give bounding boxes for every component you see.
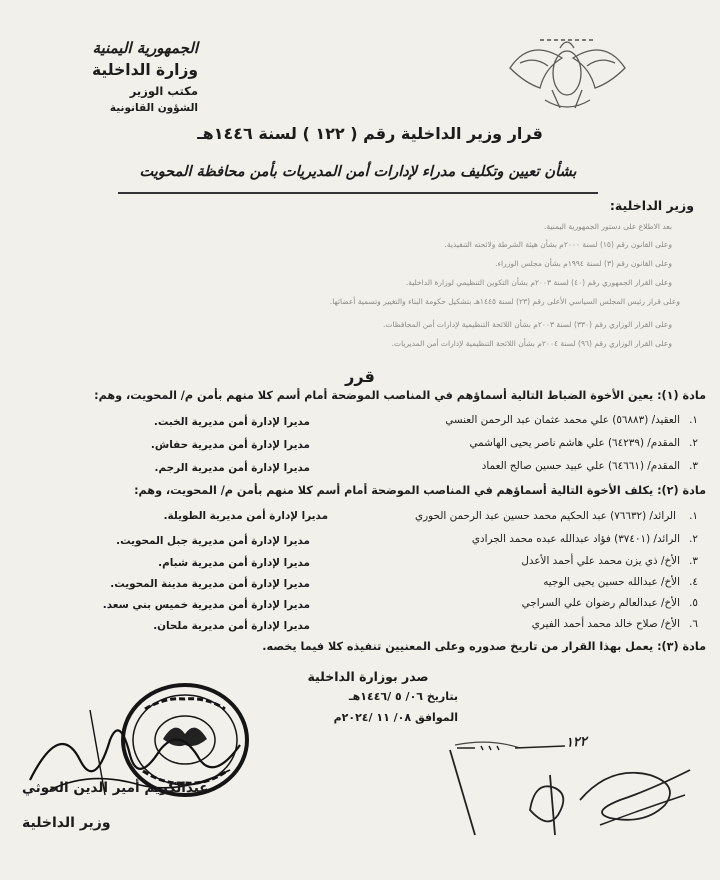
subtitle-underline <box>118 192 598 194</box>
eagle-emblem-icon <box>500 28 635 118</box>
appointee-position: مديرا لإدارة أمن مديرية حفاش. <box>150 439 310 451</box>
appointee-position: مديرا لإدارة أمن مديرية الرجم. <box>154 462 310 474</box>
signatory-name: عبدالكريم أمير الدين الحوثي <box>22 780 209 796</box>
article-1-heading: مادة (١): يعين الأخوة الضباط التالية أسماؤهم في المناصب الموضحة أمام أسم كلا منهم بأمن م/ المحويت، وهم: <box>94 389 706 402</box>
item-number: ٤. <box>689 576 698 588</box>
item-number: ٣. <box>689 460 698 472</box>
margin-note: ١٢٢ <box>565 734 588 751</box>
item-number: ١. <box>689 510 698 522</box>
item-number: ٦. <box>689 618 698 630</box>
appointee-position: مديرا لإدارة أمن مديرية خميس بني سعد. <box>102 599 310 611</box>
appointee-position: مديرا لإدارة أمن مديرية شبام. <box>158 557 310 569</box>
date-gregorian: الموافق ٠٨/ ١١ /٢٠٢٤م <box>333 711 458 724</box>
appointee-name: المقدم/ (٦٤٦٦١) علي عبيد حسين صالح العماد <box>481 460 680 472</box>
appointee-position: مديرا لإدارة أمن مديرية مدينة المحويت. <box>110 578 310 590</box>
reference-line: وعلى القرار الجمهوري رقم (٤٠) لسنة ٢٠٠٣م بشأن التكوين التنظيمي لوزارة الداخلية. <box>405 278 672 287</box>
initials-signature-icon <box>430 740 710 860</box>
minister-label: وزير الداخلية: <box>609 198 694 213</box>
article-2-heading: مادة (٢): يكلف الأخوة التالية أسماؤهم في المناصب الموضحة أمام أسم كلا منهم بأمن م/ المحويت، وهم: <box>134 484 706 497</box>
date-hijri: بتاريخ ٠٦/ ٥ /١٤٤٦هـ <box>348 690 458 703</box>
item-number: ٥. <box>689 597 698 609</box>
org-country: الجمهورية اليمنية <box>92 39 198 57</box>
appointee-position: مديرا لإدارة أمن مديرية جبل المحويت. <box>116 535 310 547</box>
reference-line: بعد الاطلاع على دستور الجمهورية اليمنية. <box>544 222 672 231</box>
org-department: الشؤون القانونية <box>109 102 198 114</box>
signatory-title: وزير الداخلية <box>22 815 111 831</box>
decree-title: قرار وزير الداخلية رقم ( ١٢٢ ) لسنة ١٤٤٦هـ <box>197 124 543 143</box>
appointee-name: الرائد/ (٣٧٤٠١) فؤاد عبدالله عبده محمد الجرادي <box>471 533 680 545</box>
org-office: مكتب الوزير <box>129 84 198 98</box>
decision-heading: قرر <box>345 367 375 386</box>
reference-line: وعلى القرار الوزاري رقم (٣٣٠) لسنة ٢٠٠٣م بشأن اللائحة التنظيمية لإدارات أمن المحافظات. <box>383 320 672 329</box>
item-number: ٢. <box>689 437 698 449</box>
item-number: ٢. <box>689 533 698 545</box>
appointee-name: المقدم/ (٦٤٢٣٩) علي هاشم ناصر يحيى الهاشمي <box>469 437 680 449</box>
appointee-position: مديرا لإدارة أمن مديرية ملحان. <box>153 620 310 632</box>
reference-line: وعلى القرار الوزاري رقم (٩٦) لسنة ٢٠٠٤م بشأن اللائحة التنظيمية لإدارات أمن المديريات. <box>391 339 672 348</box>
decree-subtitle: بشأن تعيين وتكليف مدراء لإدارات أمن المديريات بأمن محافظة المحويت <box>139 164 577 180</box>
issued-at: صدر بوزارة الداخلية <box>307 669 429 684</box>
reference-line: وعلى القانون رقم (٣) لسنة ١٩٩٤م بشأن مجلس الوزراء. <box>495 259 672 268</box>
appointee-name: الأخ/ عبدالعالم رضوان علي السراجي <box>521 597 680 609</box>
org-ministry: وزارة الداخلية <box>92 61 198 79</box>
reference-line: وعلى قرار رئيس المجلس السياسي الأعلى رقم (٢٣) لسنة ١٤٤٥هـ بتشكيل حكومة البناء والتغيير وتسمية أعضائها. <box>329 297 680 306</box>
appointee-position: مديرا لإدارة أمن مديرية الطويلة. <box>163 510 328 522</box>
appointee-name: الأخ/ ذي يزن محمد علي أحمد الأعدل <box>521 555 680 567</box>
appointee-position: مديرا لإدارة أمن مديرية الخبت. <box>153 416 310 428</box>
appointee-name: الأخ/ صلاح خالد محمد أحمد الفيري <box>531 618 680 630</box>
appointee-name: الأخ/ عبدالله حسين يحيى الوجيه <box>543 576 680 588</box>
appointee-name: الرائد/ (٧٦٦٣٢) عبد الحكيم محمد حسين عبد الرحمن الحوري <box>415 510 676 522</box>
item-number: ١. <box>689 414 698 426</box>
item-number: ٣. <box>689 555 698 567</box>
handwritten-mark-icon <box>455 738 575 754</box>
appointee-name: العقيد/ (٥٦٨٨٣) علي محمد عثمان عبد الرحمن العنسي <box>445 414 680 426</box>
reference-line: وعلى القانون رقم (١٥) لسنة ٢٠٠٠م بشأن هيئة الشرطة ولائحته التنفيذية. <box>444 240 672 249</box>
article-3-text: مادة (٣): يعمل بهذا القرار من تاريخ صدوره وعلى المعنيين تنفيذه كلا فيما يخصه. <box>262 640 706 653</box>
